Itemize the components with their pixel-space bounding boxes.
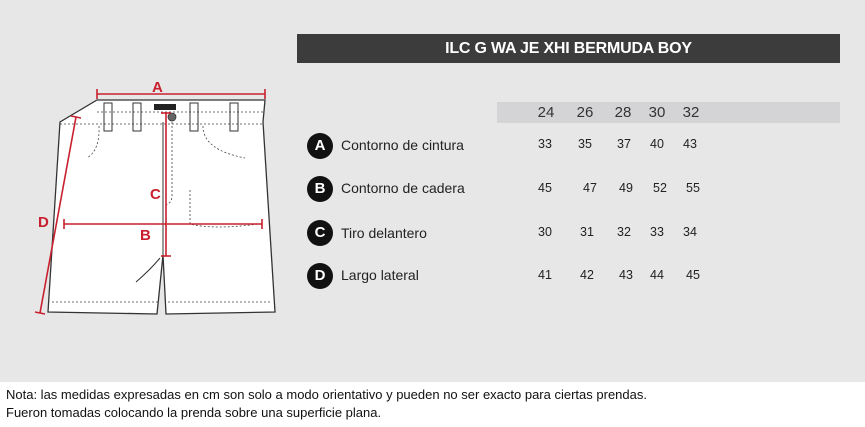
size-header: 32 [682, 104, 700, 121]
table-cell: 35 [578, 137, 592, 151]
size-header: 28 [614, 104, 632, 121]
table-cell: 55 [686, 181, 700, 195]
shorts-diagram [0, 0, 300, 330]
table-cell: 40 [650, 137, 664, 151]
disclaimer-note-line-2: Fueron tomadas colocando la prenda sobre una superficie plana. [6, 405, 382, 420]
row-badge-a: A [307, 133, 333, 159]
measure-label-b: B [140, 227, 151, 244]
measure-label-d: D [38, 214, 49, 231]
table-cell: 45 [538, 181, 552, 195]
size-header: 26 [576, 104, 594, 121]
table-cell: 49 [619, 181, 633, 195]
row-label: Contorno de cintura [341, 137, 464, 153]
product-title: ILC G WA JE XHI BERMUDA BOY [297, 34, 840, 63]
table-cell: 30 [538, 225, 552, 239]
disclaimer-note-line-1: Nota: las medidas expresadas en cm son solo a modo orientativo y pueden no ser exacto para ciertas prendas. [6, 387, 647, 402]
measure-label-a: A [152, 79, 163, 96]
table-cell: 47 [583, 181, 597, 195]
table-cell: 34 [683, 225, 697, 239]
table-cell: 37 [617, 137, 631, 151]
row-label: Tiro delantero [341, 225, 427, 241]
table-cell: 33 [650, 225, 664, 239]
table-cell: 32 [617, 225, 631, 239]
table-cell: 43 [619, 268, 633, 282]
table-cell: 33 [538, 137, 552, 151]
table-cell: 45 [686, 268, 700, 282]
row-label: Largo lateral [341, 267, 419, 283]
table-cell: 44 [650, 268, 664, 282]
table-cell: 43 [683, 137, 697, 151]
size-header: 30 [648, 104, 666, 121]
button-icon [168, 113, 176, 121]
row-badge-d: D [307, 263, 333, 289]
row-label: Contorno de cadera [341, 180, 465, 196]
measure-label-c: C [150, 186, 161, 203]
row-badge-c: C [307, 220, 333, 246]
table-cell: 52 [653, 181, 667, 195]
table-cell: 41 [538, 268, 552, 282]
table-cell: 42 [580, 268, 594, 282]
size-header: 24 [537, 104, 555, 121]
row-badge-b: B [307, 176, 333, 202]
table-cell: 31 [580, 225, 594, 239]
brand-label-icon [154, 104, 176, 110]
shorts-outline [48, 100, 275, 314]
